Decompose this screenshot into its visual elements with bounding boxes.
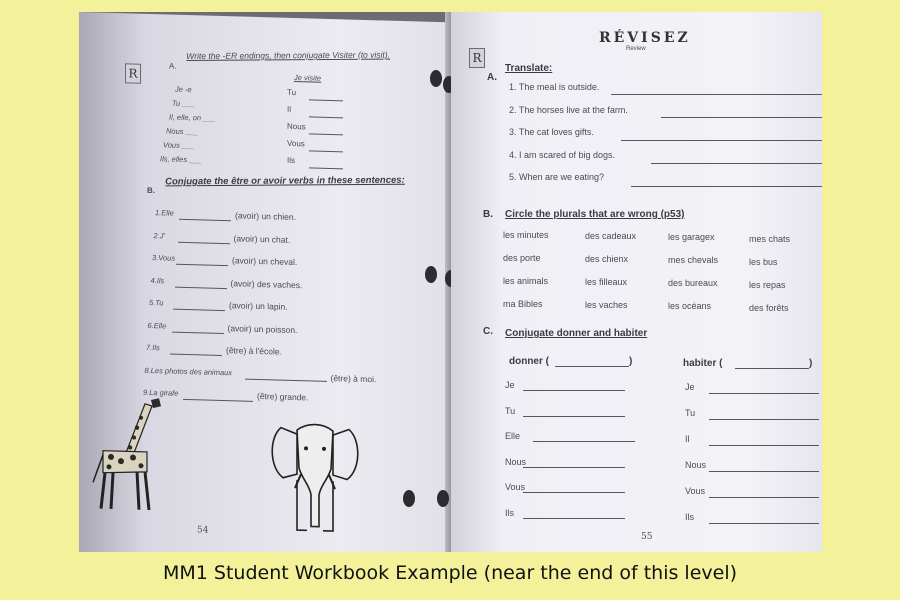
plural-word[interactable]: les bus — [749, 256, 778, 267]
donner-pronoun: Tu — [505, 405, 516, 416]
sentence-start: 1.Elle — [155, 208, 174, 218]
donner-pronoun: Vous — [505, 482, 526, 492]
plural-word[interactable]: des porte — [503, 253, 541, 263]
sentence-end: (avoir) un cheval. — [232, 255, 298, 268]
habiter-pronoun: Nous — [685, 460, 707, 470]
donner-blank[interactable] — [555, 366, 629, 367]
right-page-number: 55 — [641, 532, 653, 542]
habiter-blank-line[interactable] — [709, 523, 819, 524]
section-a-letter: A. — [487, 72, 497, 83]
r-mark: R — [125, 63, 141, 83]
binder-hole — [425, 266, 437, 283]
right-page — [451, 12, 822, 552]
habiter-pronoun: Ils — [685, 512, 694, 522]
habiter-blank-line[interactable] — [709, 393, 819, 394]
giraffe-illustration — [89, 392, 169, 514]
habiter-blank-line[interactable] — [709, 445, 819, 446]
r-mark: R — [469, 48, 485, 68]
page-subtitle: Review — [626, 46, 646, 52]
section-b-instruction: Conjugate the être or avoir verbs in these sentences: — [165, 174, 405, 188]
donner-close: ) — [629, 356, 633, 367]
page-title: RÉVISEZ — [599, 30, 691, 46]
pronoun-label: Vous ___ — [163, 140, 195, 151]
conjugation-pronoun: Vous — [287, 138, 305, 149]
donner-blank-line[interactable] — [523, 492, 625, 493]
sentence-blank[interactable] — [176, 264, 228, 266]
sentence-blank[interactable] — [245, 378, 327, 381]
conjugation-blank[interactable] — [309, 99, 343, 101]
conjugation-pronoun: Ils — [287, 155, 295, 166]
plural-word[interactable]: des bureaux — [668, 278, 718, 289]
sentence-start: 4.Ils — [150, 275, 165, 285]
conjugation-pronoun: Il — [287, 104, 291, 114]
translate-blank[interactable] — [621, 140, 822, 141]
habiter-pronoun: Il — [685, 434, 690, 444]
section-c-heading: Conjugate donner and habiter — [505, 328, 648, 339]
pronoun-label: Il, elle, on ___ — [169, 112, 216, 123]
plural-word[interactable]: les animals — [503, 276, 549, 286]
conjugation-blank[interactable] — [309, 133, 343, 135]
plural-word[interactable]: ma Bibles — [503, 299, 543, 309]
translate-blank[interactable] — [661, 117, 822, 118]
sentence-blank[interactable] — [178, 241, 230, 243]
translate-item: 2. The horses live at the farm. — [509, 104, 628, 115]
donner-blank-line[interactable] — [523, 416, 625, 417]
plural-word[interactable]: des cadeaux — [585, 231, 637, 242]
plural-word[interactable]: des forêts — [749, 302, 789, 313]
sentence-start: 5.Tu — [149, 297, 164, 308]
sentence-end: (être) grande. — [257, 390, 309, 403]
binder-hole — [403, 490, 415, 507]
left-page — [79, 12, 451, 552]
sentence-end: (être) à l'école. — [226, 345, 282, 357]
plural-word[interactable]: les océans — [668, 301, 712, 312]
translate-blank[interactable] — [631, 186, 822, 187]
sentence-start: 2.J' — [153, 230, 165, 240]
workbook-photo — [79, 12, 822, 552]
conjugation-blank[interactable] — [309, 150, 343, 152]
plural-word[interactable]: les repas — [749, 279, 786, 290]
donner-blank-line[interactable] — [533, 441, 635, 442]
translate-blank[interactable] — [611, 94, 822, 95]
section-b-letter: B. — [483, 209, 493, 220]
left-page-number: 54 — [197, 525, 209, 536]
conjugation-pronoun: Nous — [287, 121, 306, 132]
pronoun-label: Nous ___ — [166, 126, 199, 137]
translate-item: 1. The meal is outside. — [509, 82, 600, 92]
section-a-letter: A. — [169, 61, 177, 71]
sentence-start: 6.Elle — [147, 320, 167, 330]
image-caption: MM1 Student Workbook Example (near the end of this level) — [162, 562, 738, 584]
sentence-blank[interactable] — [175, 286, 227, 288]
plural-word[interactable]: mes chevals — [668, 255, 719, 266]
binder-hole — [430, 70, 442, 87]
sentence-blank[interactable] — [183, 399, 253, 402]
sentence-start: 8.Les photos des animaux — [144, 365, 233, 377]
pronoun-label: Ils, elles ___ — [160, 154, 202, 165]
donner-pronoun: Elle — [505, 431, 521, 441]
donner-blank-line[interactable] — [523, 467, 625, 468]
conjugation-blank[interactable] — [309, 167, 343, 169]
sentence-start: 3.Vous — [152, 253, 176, 263]
donner-pronoun: Nous — [505, 456, 527, 467]
sentence-end: (être) à moi. — [330, 372, 377, 384]
sentence-start: 9.La girafe — [143, 387, 179, 398]
pronoun-label: Je -e — [175, 84, 192, 95]
habiter-blank-line[interactable] — [709, 419, 819, 420]
conjugation-pronoun: Tu — [287, 87, 297, 98]
section-b-heading: Circle the plurals that are wrong (p53) — [505, 209, 685, 220]
visite-header: Je visite — [294, 73, 322, 83]
sentence-blank[interactable] — [172, 331, 224, 333]
sentence-blank[interactable] — [179, 219, 231, 221]
plural-word[interactable]: les vaches — [585, 300, 628, 311]
sentence-end: (avoir) un lapin. — [229, 300, 288, 312]
plural-word[interactable]: les filleaux — [585, 277, 628, 288]
translate-item: 4. I am scared of big dogs. — [509, 149, 616, 160]
donner-blank-line[interactable] — [523, 390, 625, 391]
elephant-illustration — [267, 417, 363, 540]
plural-word[interactable]: des chienx — [585, 254, 629, 265]
sentence-end: (avoir) des vaches. — [230, 277, 303, 290]
donner-label: donner ( — [509, 356, 549, 367]
habiter-blank-line[interactable] — [709, 497, 819, 498]
donner-pronoun: Ils — [505, 507, 514, 518]
habiter-blank-line[interactable] — [709, 471, 819, 472]
pronoun-label: Tu ___ — [172, 98, 195, 109]
sentence-end: (avoir) un chat. — [233, 232, 291, 245]
sentence-start: 7.Ils — [146, 342, 160, 353]
donner-pronoun: Je — [505, 380, 515, 390]
habiter-pronoun: Vous — [685, 486, 706, 496]
sentence-blank[interactable] — [170, 354, 222, 356]
sentence-end: (avoir) un chien. — [235, 210, 296, 223]
habiter-close: ) — [809, 358, 813, 369]
habiter-blank[interactable] — [735, 368, 809, 369]
plural-word[interactable]: mes chats — [749, 233, 791, 244]
plural-word[interactable]: les garagex — [668, 232, 715, 243]
conjugation-blank[interactable] — [309, 116, 343, 118]
habiter-pronoun: Je — [685, 382, 695, 392]
plural-word[interactable]: les minutes — [503, 230, 549, 240]
sentence-end: (avoir) un poisson. — [227, 322, 298, 335]
translate-item: 3. The cat loves gifts. — [509, 127, 594, 137]
habiter-pronoun: Tu — [685, 408, 696, 418]
section-a-instruction: Write the -ER endings, then conjugate Visiter (to visit). — [186, 49, 391, 61]
habiter-label: habiter ( — [683, 358, 723, 369]
section-a-heading: Translate: — [505, 63, 553, 74]
donner-blank-line[interactable] — [523, 518, 625, 519]
sentence-blank[interactable] — [173, 309, 225, 311]
binder-hole — [437, 490, 449, 507]
translate-item: 5. When are we eating? — [509, 172, 605, 182]
section-c-letter: C. — [483, 326, 493, 337]
section-b-letter: B. — [147, 185, 155, 196]
translate-blank[interactable] — [651, 163, 822, 164]
